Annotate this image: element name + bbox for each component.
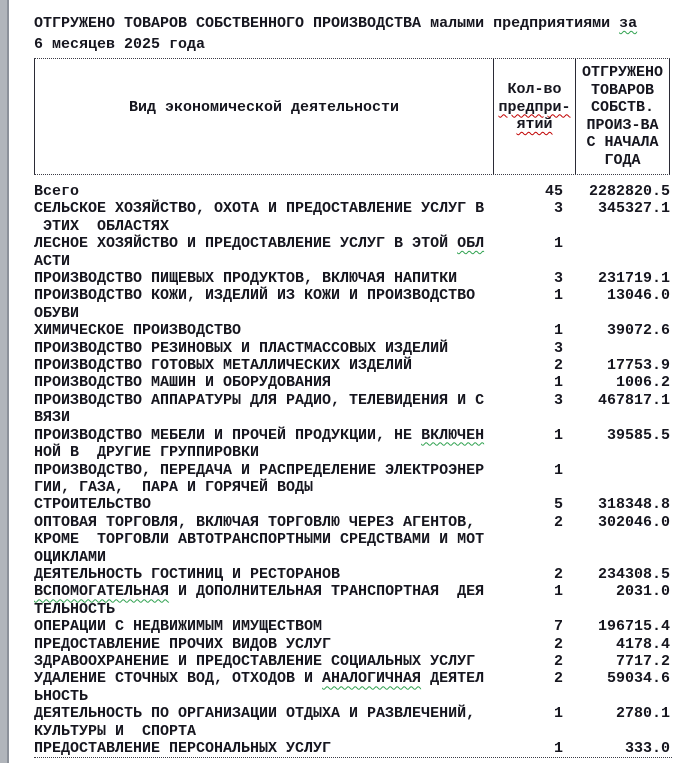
row-activity: [34, 566, 493, 583]
row-value: 13046.0: [606, 287, 670, 305]
activity-line: КУЛЬТУРЫ И СПОРТА: [34, 722, 197, 740]
row-activity: [34, 270, 493, 287]
activity-line: ВЯЗИ: [34, 409, 71, 427]
row-count: 3: [553, 200, 563, 218]
row-count: 1: [553, 322, 563, 340]
activity-line: [34, 462, 493, 479]
row-count: 2: [553, 565, 563, 583]
activity-segment: ПРЕДОСТАВЛЕНИЕ ПРОЧИХ ВИДОВ УСЛУГ: [34, 635, 332, 653]
row-value: 2282820.5: [588, 183, 670, 200]
table-row: [34, 496, 674, 513]
activity-line: ОЦИКЛАМИ: [34, 548, 107, 566]
row-count: 2: [553, 513, 563, 531]
table-row: [34, 235, 674, 270]
header-shipped-line: С НАЧАЛА: [586, 134, 659, 151]
activity-line: [34, 374, 493, 391]
activity-segment: ПРОИЗВОДСТВО АППАРАТУРЫ ДЛЯ РАДИО, ТЕЛЕВИДЕНИЯ И С: [34, 391, 485, 409]
document-title: [34, 13, 674, 55]
activity-line: [34, 200, 493, 217]
grammar-marked-word: ВКЛЮЧЕН: [421, 426, 485, 444]
row-activity: [34, 705, 493, 740]
row-value: 2031.0: [615, 583, 670, 601]
row-value: 2780.1: [615, 705, 670, 723]
table-bottom-border: [34, 757, 672, 758]
activity-line: ЭТИХ ОБЛАСТЯХ: [34, 217, 170, 235]
activity-segment: ОПТОВАЯ ТОРГОВЛЯ, ВКЛЮЧАЯ ТОРГОВЛЮ ЧЕРЕЗ АГЕНТОВ,: [34, 513, 476, 531]
activity-segment: И ДОПОЛНИТЕЛЬНАЯ ТРАНСПОРТНАЯ ДЕЯ: [169, 583, 485, 601]
table-row: [34, 566, 674, 583]
activity-line: [34, 496, 493, 513]
activity-segment: ДЕЯТЕЛ: [421, 670, 485, 688]
table-row: [34, 340, 674, 357]
activity-line: ЬНОСТЬ: [34, 687, 89, 705]
header-activity-label: Вид экономической деятельности: [128, 99, 400, 116]
row-activity: [34, 462, 493, 497]
row-value: 4178.4: [615, 635, 670, 653]
table-row: [34, 653, 674, 670]
activity-line: [34, 322, 493, 339]
table-row: [34, 618, 674, 635]
spell-marked-word: предпри-: [498, 98, 571, 116]
activity-segment: СТРОИТЕЛЬСТВО: [34, 496, 152, 514]
activity-segment: ХИМИЧЕСКОЕ ПРОИЗВОДСТВО: [34, 322, 242, 340]
row-activity: [34, 427, 493, 462]
row-count: 1: [553, 583, 563, 601]
activity-segment: УДАЛЕНИЕ СТОЧНЫХ ВОД, ОТХОДОВ И: [34, 670, 323, 688]
row-value: 196715.4: [597, 618, 670, 636]
table-body: [34, 183, 674, 757]
row-value: 234308.5: [597, 565, 670, 583]
row-value: 59034.6: [606, 670, 670, 688]
activity-line: [34, 357, 493, 374]
table-row: [34, 392, 674, 427]
activity-segment: ПРОИЗВОДСТВО ГОТОВЫХ МЕТАЛЛИЧЕСКИХ ИЗДЕЛИЙ: [34, 357, 413, 375]
row-count: 45: [544, 183, 563, 200]
row-activity: [34, 618, 493, 635]
header-count-column: [493, 59, 575, 174]
row-count: 1: [553, 461, 563, 479]
activity-line: КРОМЕ ТОРГОВЛИ АВТОТРАНСПОРТНЫМИ СРЕДСТВАМИ И МОТ: [34, 531, 485, 549]
row-count: 1: [553, 374, 563, 392]
row-count: 1: [553, 705, 563, 723]
table-header: [34, 58, 670, 175]
activity-line: [34, 636, 493, 653]
header-shipped-line: ОТГРУЖЕНО: [581, 64, 663, 81]
row-activity: [34, 670, 493, 705]
row-count: 1: [553, 426, 563, 444]
row-activity: [34, 340, 493, 357]
row-activity: [34, 583, 493, 618]
activity-segment: ПРОИЗВОДСТВО РЕЗИНОВЫХ И ПЛАСТМАССОВЫХ ИЗДЕЛИЙ: [34, 339, 449, 357]
row-activity: [34, 392, 493, 427]
row-count: 2: [553, 357, 563, 375]
row-value: 302046.0: [597, 513, 670, 531]
page-edge-strip: [0, 0, 9, 763]
grammar-marked-word: АНАЛОГИЧНАЯ: [322, 670, 422, 688]
row-value: 333.0: [624, 740, 670, 757]
row-activity: [34, 200, 493, 235]
table-row: [34, 200, 674, 235]
table-row: [34, 636, 674, 653]
activity-line: АСТИ: [34, 252, 71, 270]
table-row: [34, 270, 674, 287]
header-activity-column: [34, 59, 493, 174]
activity-line: [34, 270, 493, 287]
activity-segment: ПРОИЗВОДСТВО МЕБЕЛИ И ПРОЧЕЙ ПРОДУКЦИИ, НЕ: [34, 426, 422, 444]
row-count: 5: [553, 496, 563, 514]
activity-line: ОБУВИ: [34, 304, 80, 322]
activity-line: [34, 618, 493, 635]
activity-line: [34, 514, 493, 531]
table-row: [34, 670, 674, 705]
row-value: 467817.1: [597, 391, 670, 409]
row-count: 2: [553, 635, 563, 653]
table-row: [34, 357, 674, 374]
row-activity: [34, 496, 493, 513]
spell-marked-word: ятий: [516, 116, 553, 133]
row-count: 7: [553, 618, 563, 636]
activity-segment: ПРОИЗВОДСТВО КОЖИ, ИЗДЕЛИЙ ИЗ КОЖИ И ПРОИЗВОДСТВО: [34, 287, 476, 305]
header-shipped-line: ТОВАРОВ: [590, 81, 654, 99]
row-value: 39072.6: [606, 322, 670, 340]
title-text: ОТГРУЖЕНО ТОВАРОВ СОБСТВЕННОГО ПРОИЗВОДСТВА малыми предприятиями: [34, 15, 620, 32]
header-shipped-column: [575, 59, 670, 174]
row-activity: [34, 287, 493, 322]
row-value: 318348.8: [597, 496, 670, 514]
row-count: 2: [553, 652, 563, 670]
activity-line: ТЕЛЬНОСТЬ: [34, 600, 116, 618]
row-value: 17753.9: [606, 357, 670, 375]
row-value: 7717.2: [615, 652, 670, 670]
activity-segment: ДЕЯТЕЛЬНОСТЬ ПО ОРГАНИЗАЦИИ ОТДЫХА И РАЗВЛЕЧЕНИЙ,: [34, 705, 476, 723]
table-row: [34, 287, 674, 322]
activity-line: ГИИ, ГАЗА, ПАРА И ГОРЯЧЕЙ ВОДЫ: [34, 478, 314, 496]
activity-line: [34, 392, 493, 409]
table-row: [34, 583, 674, 618]
activity-segment: ОПЕРАЦИИ С НЕДВИЖИМЫМ ИМУЩЕСТВОМ: [34, 618, 323, 636]
row-count: 1: [553, 235, 563, 253]
row-value: 231719.1: [597, 270, 670, 288]
activity-segment: ПРЕДОСТАВЛЕНИЕ ПЕРСОНАЛЬНЫХ УСЛУГ: [34, 740, 332, 757]
header-shipped-line: ГОДА: [604, 151, 641, 169]
activity-segment: СЕЛЬСКОЕ ХОЗЯЙСТВО, ОХОТА И ПРЕДОСТАВЛЕНИЕ УСЛУГ В: [34, 200, 485, 218]
activity-line: НОЙ В ДРУГИЕ ГРУППИРОВКИ: [34, 444, 260, 462]
activity-line: [34, 340, 493, 357]
row-activity: [34, 514, 493, 566]
row-activity: [34, 374, 493, 391]
title-line-2: 6 месяцев 2025 года: [34, 36, 206, 53]
header-count-line: Кол-во: [507, 81, 562, 98]
activity-line: [34, 705, 493, 722]
activity-line: [34, 183, 493, 200]
row-count: 3: [553, 391, 563, 409]
activity-line: [34, 653, 493, 670]
activity-segment: ДЕЯТЕЛЬНОСТЬ ГОСТИНИЦ И РЕСТОРАНОВ: [34, 565, 341, 583]
grammar-marked-word: ВСПОМОГАТЕЛЬНАЯ: [34, 583, 170, 601]
header-shipped-line: ПРОИЗ-ВА: [586, 116, 659, 134]
row-activity: [34, 357, 493, 374]
row-count: 3: [553, 339, 563, 357]
row-activity: [34, 183, 493, 200]
row-value: 345327.1: [597, 200, 670, 218]
row-activity: [34, 740, 493, 757]
row-value: 39585.5: [606, 426, 670, 444]
activity-segment: ЗДРАВООХРАНЕНИЕ И ПРЕДОСТАВЛЕНИЕ СОЦИАЛЬНЫХ УСЛУГ: [34, 652, 476, 670]
activity-line: [34, 287, 493, 304]
row-count: 1: [553, 287, 563, 305]
table-row: [34, 322, 674, 339]
table-row: [34, 740, 674, 757]
activity-segment: ПРОИЗВОДСТВО МАШИН И ОБОРУДОВАНИЯ: [34, 374, 332, 392]
grammar-marked-word: ОБЛ: [457, 235, 485, 253]
activity-segment: ПРОИЗВОДСТВО, ПЕРЕДАЧА И РАСПРЕДЕЛЕНИЕ ЭЛЕКТРОЭНЕР: [34, 461, 485, 479]
activity-line: [34, 583, 493, 600]
grammar-marked-word: за: [619, 15, 638, 32]
activity-line: [34, 427, 493, 444]
table-row: [34, 374, 674, 391]
table-row: [34, 427, 674, 462]
activity-line: [34, 235, 493, 252]
activity-segment: Всего: [34, 183, 80, 200]
table-row: [34, 514, 674, 566]
activity-line: [34, 740, 493, 757]
activity-segment: ЛЕСНОЕ ХОЗЯЙСТВО И ПРЕДОСТАВЛЕНИЕ УСЛУГ В ЭТОЙ: [34, 235, 458, 253]
row-value: 1006.2: [615, 374, 670, 392]
activity-segment: ПРОИЗВОДСТВО ПИЩЕВЫХ ПРОДУКТОВ, ВКЛЮЧАЯ НАПИТКИ: [34, 270, 458, 288]
header-shipped-line: СОБСТВ.: [590, 99, 654, 116]
activity-line: [34, 670, 493, 687]
row-count: 3: [553, 270, 563, 288]
table-row: [34, 705, 674, 740]
row-count: 2: [553, 670, 563, 688]
row-activity: [34, 235, 493, 270]
row-activity: [34, 653, 493, 670]
title-line-1: [34, 13, 674, 34]
row-activity: [34, 636, 493, 653]
activity-line: [34, 566, 493, 583]
row-activity: [34, 322, 493, 339]
table-row: [34, 183, 674, 200]
document-content: [34, 13, 674, 758]
row-count: 1: [553, 740, 563, 757]
table-row: [34, 462, 674, 497]
